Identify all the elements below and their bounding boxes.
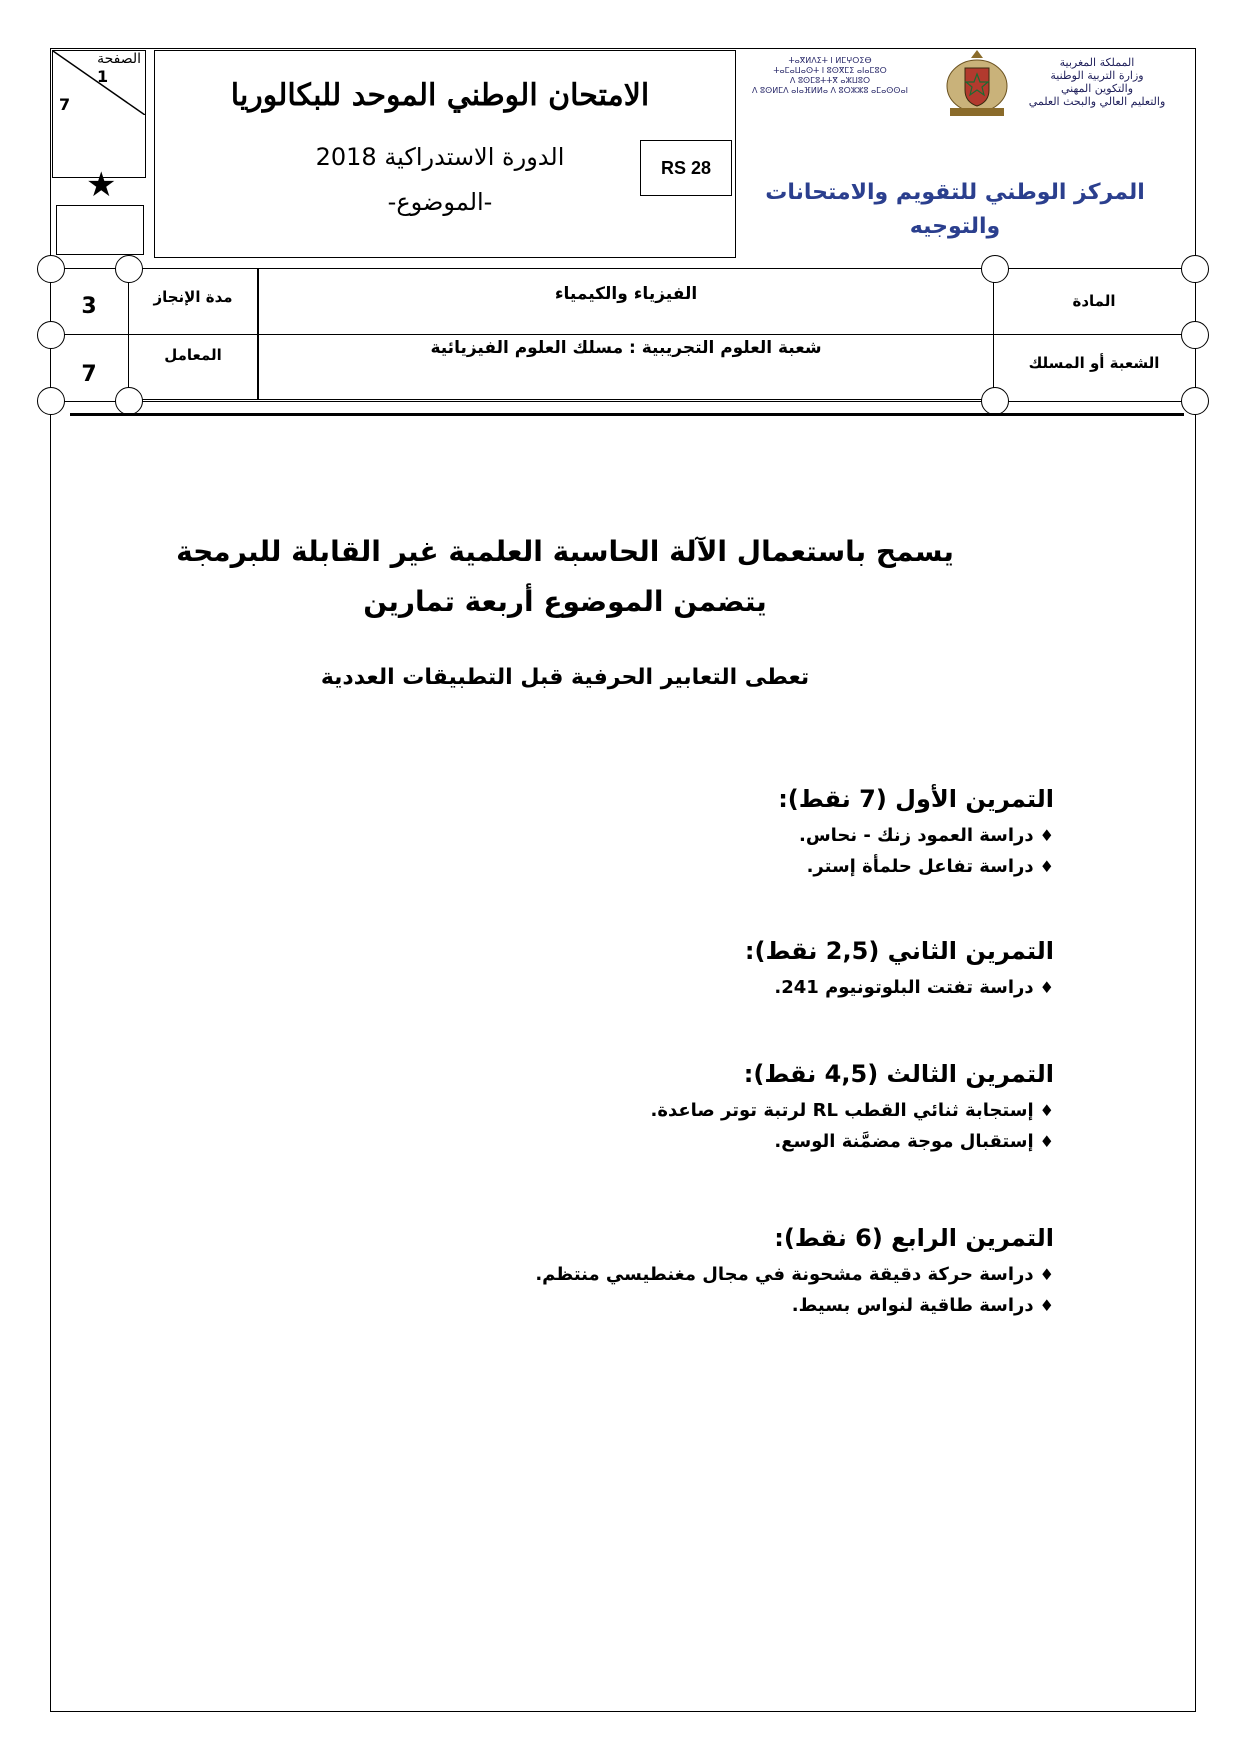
blank-box	[56, 205, 144, 255]
center-name: المركز الوطني للتقويم والامتحانات والتوجيه	[765, 180, 1145, 239]
list-item: ♦دراسة تفاعل حلمأة إستر.	[806, 856, 1054, 877]
instruction-calculator: يسمح باستعمال الآلة الحاسبة العلمية غير القابلة للبرمجة	[176, 535, 954, 568]
header-rule	[70, 413, 1184, 416]
subject-value: الفيزياء والكيمياء	[554, 284, 698, 304]
branch-value: شعبة العلوم التجريبية : مسلك العلوم الفيزيائية	[430, 338, 822, 358]
exercise-title: التمرين الرابع (6 نقط):	[774, 1224, 1054, 1252]
star-icon: ★	[86, 165, 117, 205]
list-item: ♦دراسة تفتت البلوتونيوم 241.	[774, 977, 1054, 998]
branch-label: الشعبة أو المسلك	[1028, 354, 1160, 372]
page-label: الصفحة	[97, 51, 141, 67]
list-item: ♦دراسة طاقية لنواس بسيط.	[791, 1295, 1054, 1316]
exercise-title: التمرين الثالث (4,5 نقط):	[743, 1060, 1054, 1088]
coef-value: 7	[81, 362, 97, 387]
list-item: ♦إستقبال موجة مضمَّنة الوسع.	[774, 1131, 1054, 1152]
exercise-3	[334, 1060, 1054, 1162]
page-total: 7	[59, 95, 71, 114]
list-item: ♦إستجابة ثنائي القطب RL لرتبة توتر صاعدة.	[650, 1100, 1054, 1121]
page-number: 1	[97, 67, 109, 86]
exam-title: الامتحان الوطني الموحد للبكالوريا	[230, 78, 650, 113]
session-title: الدورة الاستدراكية 2018	[315, 143, 565, 171]
duration-value: 3	[81, 294, 97, 319]
ministry-arabic: المملكة المغربية وزارة التربية الوطنية والتكوين المهني والتعليم العالي والبحث العلمي	[1028, 56, 1166, 108]
subject-title: -الموضوع-	[387, 188, 493, 216]
exercise-4	[334, 1224, 1054, 1326]
list-item: ♦دراسة العمود زنك - نحاس.	[799, 825, 1054, 846]
subject-label: المادة	[1072, 292, 1116, 310]
ministry-tifinagh: ⵜⴰⴳⵍⴷⵉⵜ ⵏ ⵍⵎⵖⵔⵉⴱ ⵜⴰⵎⴰⵡⴰⵙⵜ ⵏ ⵓⵙⴳⵎⵉ ⴰⵏⴰⵎⵓⵔ ⴷ ⵓⵙⵎⵓⵜⵜⴳ ⴰⵣⵡⵓⵔ ⴷ ⵓⵙⵍⵎⴷ ⴰⵏⴰⴼⵍⵍⴰ ⴷ ⵓⵔⵣⵣⵓ ⴰⵎⴰⵙⵙⴰⵏ	[752, 56, 908, 95]
exercise-title: التمرين الأول (7 نقط):	[778, 785, 1054, 813]
coef-label: المعامل	[164, 346, 222, 364]
page-number-box	[52, 50, 146, 178]
instruction-exercises: يتضمن الموضوع أربعة تمارين	[363, 585, 767, 618]
exercise-2	[334, 937, 1054, 1008]
instruction-formulas: تعطى التعابير الحرفية قبل التطبيقات العددية	[320, 665, 810, 690]
exercise-1	[334, 785, 1054, 887]
exercise-title: التمرين الثاني (2,5 نقط):	[744, 937, 1054, 965]
exam-code: RS 28	[640, 140, 732, 196]
duration-label: مدة الإنجاز	[153, 288, 233, 306]
list-item: ♦دراسة حركة دقيقة مشحونة في مجال مغنطيسي منتظم.	[535, 1264, 1054, 1285]
